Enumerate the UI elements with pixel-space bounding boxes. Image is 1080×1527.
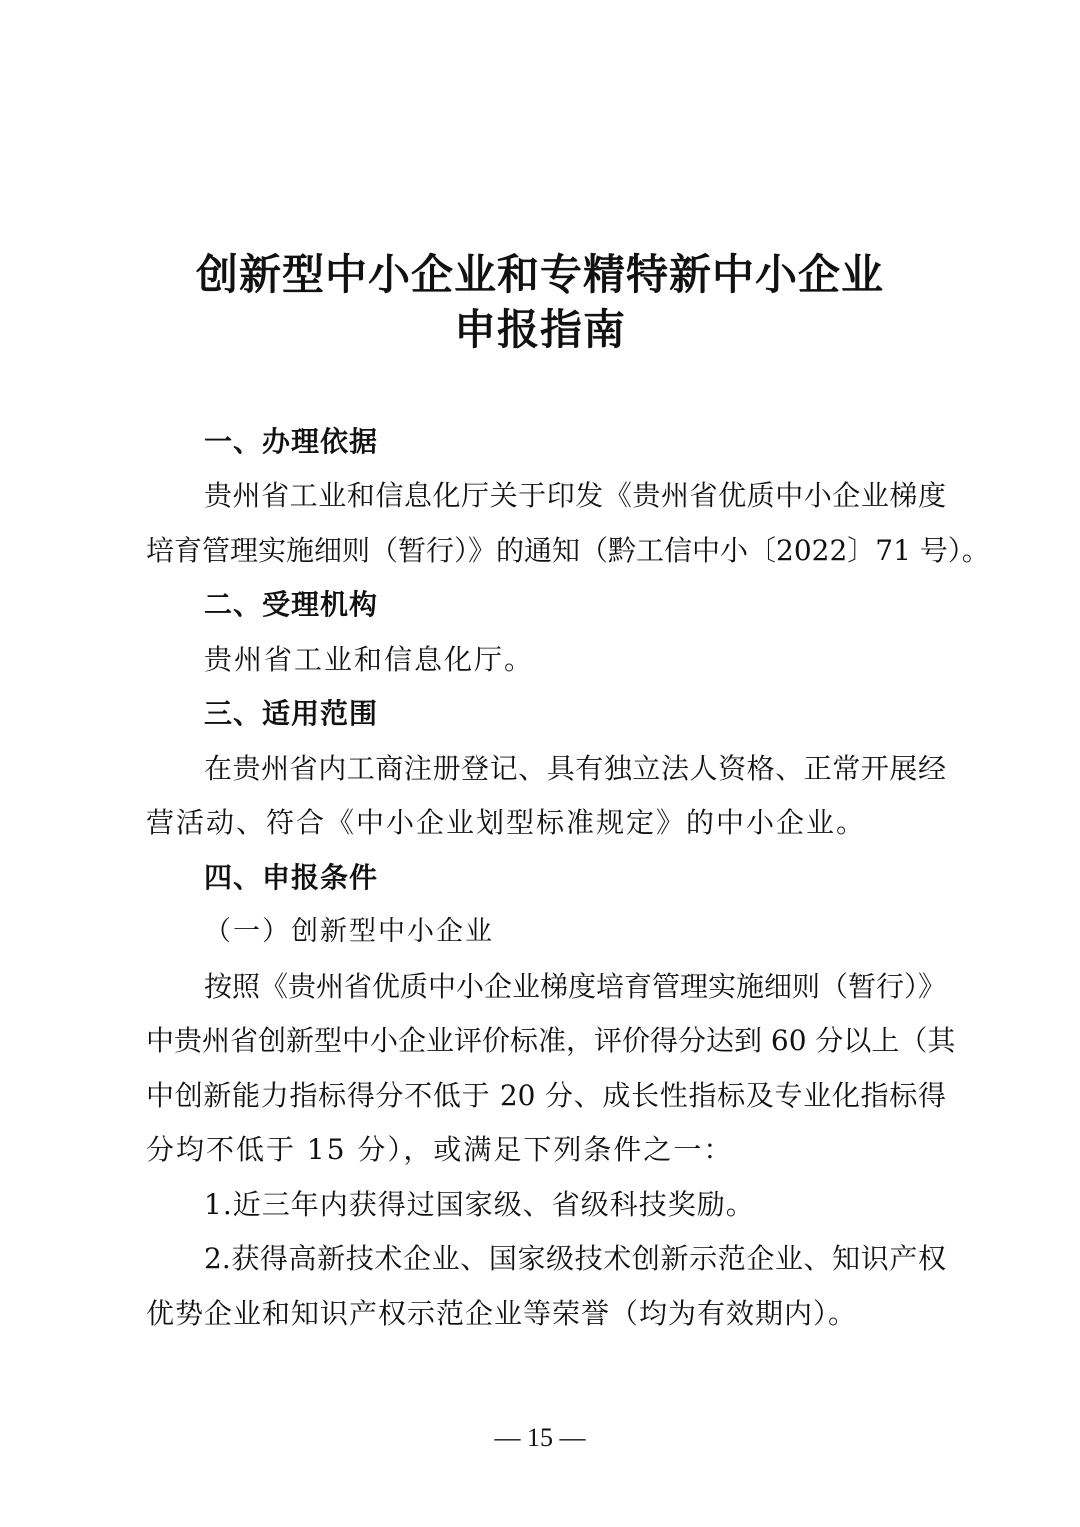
section-heading-agency: 二、受理机构 [204,588,379,621]
document-title-line-1: 创新型中小企业和专精特新中小企业 [195,250,884,299]
paragraph-line: 中贵州省创新型中小企业评价标准，评价得分达到 60 分以上（其 [146,1024,956,1057]
page-number: — 15 — [494,1423,586,1452]
paragraph-line: 中创新能力指标得分不低于 20 分、成长性指标及专业化指标得 [146,1079,946,1112]
document-title-line-2: 申报指南 [453,305,626,354]
paragraph-line: 按照《贵州省优质中小企业梯度培育管理实施细则（暂行）》 [204,970,947,1003]
section-heading-basis: 一、办理依据 [204,425,379,458]
section-heading-conditions: 四、申报条件 [204,861,379,894]
list-item: 1.近三年内获得过国家级、省级科技奖励。 [204,1188,755,1221]
subheading-innovative-sme: （一）创新型中小企业 [204,916,494,947]
section-heading-scope: 三、适用范围 [204,697,379,730]
list-item-continuation: 优势企业和知识产权示范企业等荣誉（均为有效期内）。 [146,1297,858,1330]
paragraph-line: 贵州省工业和信息化厅关于印发《贵州省优质中小企业梯度 [204,479,946,512]
paragraph-line: 分均不低于 15 分），或满足下列条件之一： [146,1133,734,1166]
paragraph-line: 培育管理实施细则（暂行）》的通知（黔工信中小〔2022〕71 号）。 [146,534,990,567]
paragraph-line: 营活动、符合《中小企业划型标准规定》的中小企业。 [146,806,867,839]
list-item: 2.获得高新技术企业、国家级技术创新示范企业、知识产权 [204,1242,946,1275]
paragraph-line: 在贵州省内工商注册登记、具有独立法人资格、正常开展经 [204,752,946,785]
paragraph-line: 贵州省工业和信息化厅。 [204,643,535,676]
